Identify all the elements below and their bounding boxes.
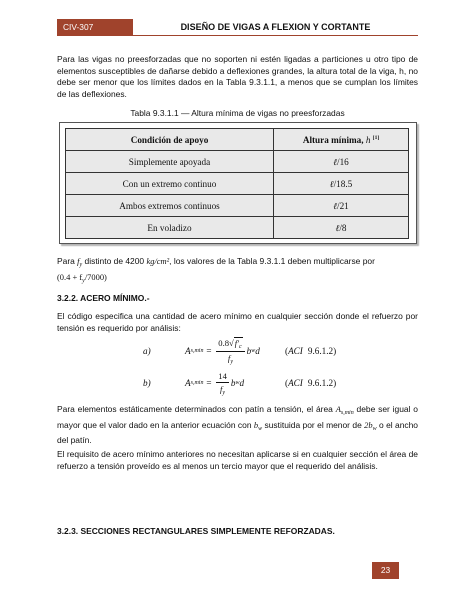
flange-text-3: sustituida por el menor de — [262, 419, 365, 430]
min-height-table — [65, 128, 409, 239]
row-condition: En voladizo — [66, 217, 274, 239]
ref-num: 9.6.1.2 — [307, 378, 334, 388]
ref-code: ACI — [288, 378, 303, 388]
as-min-sub: s,min — [340, 410, 354, 416]
table-header-row — [66, 129, 409, 151]
fy-text-mid: distinto de 4200 — [82, 256, 147, 266]
header-h-var: h — [365, 134, 371, 145]
section-heading-rectangular: 3.2.3. SECCIONES RECTANGULARES SIMPLEMENTE REFORZADAS. — [57, 526, 335, 536]
den-var: f — [220, 383, 223, 394]
table-row — [66, 151, 409, 173]
lhs-sub: s,min — [190, 348, 204, 354]
table-row — [66, 195, 409, 217]
row-var: ℓ — [329, 178, 334, 189]
course-code: CIV-307 — [57, 19, 133, 36]
fraction — [216, 371, 229, 396]
denominator — [228, 352, 233, 365]
header-support-condition: Condición de apoyo — [66, 129, 274, 151]
flange-text-4: o el ancho del patín. — [57, 419, 419, 445]
equation-b — [57, 370, 418, 396]
header-note: [1] — [372, 134, 380, 141]
min-steel-paragraph: El código especifica una cantidad de acero mínimo en cualquier sección donde el refuerzo por tensión es requerido por análisis: — [57, 311, 418, 333]
equation-reference: (ACI 9.6.1.2) — [285, 378, 337, 388]
equation-reference: (ACI 9.6.1.2) — [285, 346, 337, 356]
numerator: 14 — [218, 370, 227, 381]
fy-sub: y — [79, 262, 83, 268]
coef: 0.8 — [218, 337, 230, 348]
fy-paragraph — [57, 256, 418, 287]
row-var: ℓ — [333, 156, 338, 167]
section-heading-acero-minimo: 3.2.2. ACERO MÍNIMO.- — [57, 293, 150, 303]
row-ratio: /18.5 — [333, 178, 353, 189]
flange-text-2: debe ser igual o mayor que el valor dado en la anterior ecuación con — [57, 404, 419, 430]
intro-paragraph: Para las vigas no preesforzadas que no soporten ni estén ligadas a particiones u otro tipo de elementos susceptibles de dañarse debido a deflexiones grandes, la altura total de la viga, h, no debe ser menor que los límites dados en la Tabla 9.3.1.1, a menos que se cumplan los límites de las deflexiones. — [57, 54, 418, 99]
flange-text-1: Para elementos estáticamente determinados con patín a tensión, el área — [57, 404, 336, 414]
equation-label: b) — [143, 378, 151, 388]
header-min-height-text: Altura mínima, — [302, 134, 366, 145]
bw-sub: w — [258, 425, 263, 432]
row-value — [274, 173, 409, 195]
bw-var: b — [253, 419, 259, 430]
ref-num: 9.6.1.2 — [307, 346, 334, 356]
table-row — [66, 217, 409, 239]
fy-text-post: , los valores de la Tabla 9.3.1.1 deben multiplicarse por — [169, 256, 375, 266]
page-header — [57, 19, 418, 36]
root-sub: c — [238, 343, 242, 350]
row-ratio: /16 — [337, 156, 349, 167]
page-number: 23 — [372, 562, 399, 579]
tail-end: d — [255, 346, 260, 356]
equation-label: a) — [143, 346, 151, 356]
root-content — [234, 337, 243, 348]
sqrt-icon: √ — [229, 337, 234, 348]
header-min-height — [274, 129, 409, 151]
equation-formula: A s,min = $\frac{0.8√f'_c}{f_y}$ b w d — [185, 337, 260, 365]
numerator — [216, 338, 244, 352]
den-var: f — [227, 352, 231, 363]
row-condition: Simplemente apoyada — [66, 151, 274, 173]
equation-a — [57, 338, 418, 364]
table-frame — [59, 122, 417, 244]
lhs-sub: s,min — [190, 380, 204, 386]
den-sub: y — [222, 389, 226, 396]
tail-sub: w — [235, 380, 240, 386]
row-ratio: /8 — [339, 222, 347, 233]
row-var: ℓ — [333, 200, 338, 211]
lhs-var: A — [185, 346, 191, 356]
root-var: f' — [234, 337, 239, 348]
row-value — [274, 195, 409, 217]
fy-text-pre: Para — [57, 256, 78, 266]
row-condition: Ambos extremos continuos — [66, 195, 274, 217]
2bw-sub: w — [372, 425, 377, 432]
document-title: DISEÑO DE VIGAS A FLEXION Y CORTANTE — [133, 19, 418, 36]
tail-var: b — [246, 346, 252, 356]
row-var: ℓ — [335, 222, 340, 233]
2bw-var: 2b — [364, 419, 373, 430]
denominator — [220, 383, 225, 396]
table-row — [66, 173, 409, 195]
tail-var: b — [230, 378, 236, 388]
factor-expr: (0.4 + f — [57, 271, 83, 282]
ref-code: ACI — [288, 346, 303, 356]
tail-end: d — [239, 378, 245, 388]
factor-sub: y — [82, 277, 85, 284]
den-sub: y — [230, 358, 233, 365]
row-value — [274, 217, 409, 239]
tail-sub: w — [251, 348, 256, 354]
as-min-var: A — [335, 404, 341, 414]
factor-end: /7000) — [84, 271, 107, 282]
row-condition: Con un extremo continuo — [66, 173, 274, 195]
unit: kg/cm² — [146, 256, 170, 266]
requirement-paragraph: El requisito de acero mínimo anteriores no necesitan aplicarse si en cualquier sección el área de refuerzo a tensión proveído es al menos un tercio mayor que el requerido del análisis. — [57, 449, 418, 471]
equation-formula: A s,min = $\frac{14}{f_y}$ b w d — [185, 370, 245, 396]
table-caption: Tabla 9.3.1.1 — Altura mínima de vigas no preesforzadas — [130, 108, 345, 118]
lhs-var: A — [185, 378, 191, 388]
row-value — [274, 151, 409, 173]
fraction — [216, 338, 244, 365]
flange-paragraph — [57, 404, 418, 447]
row-ratio: /21 — [337, 200, 349, 211]
fy-var: f — [77, 256, 80, 266]
